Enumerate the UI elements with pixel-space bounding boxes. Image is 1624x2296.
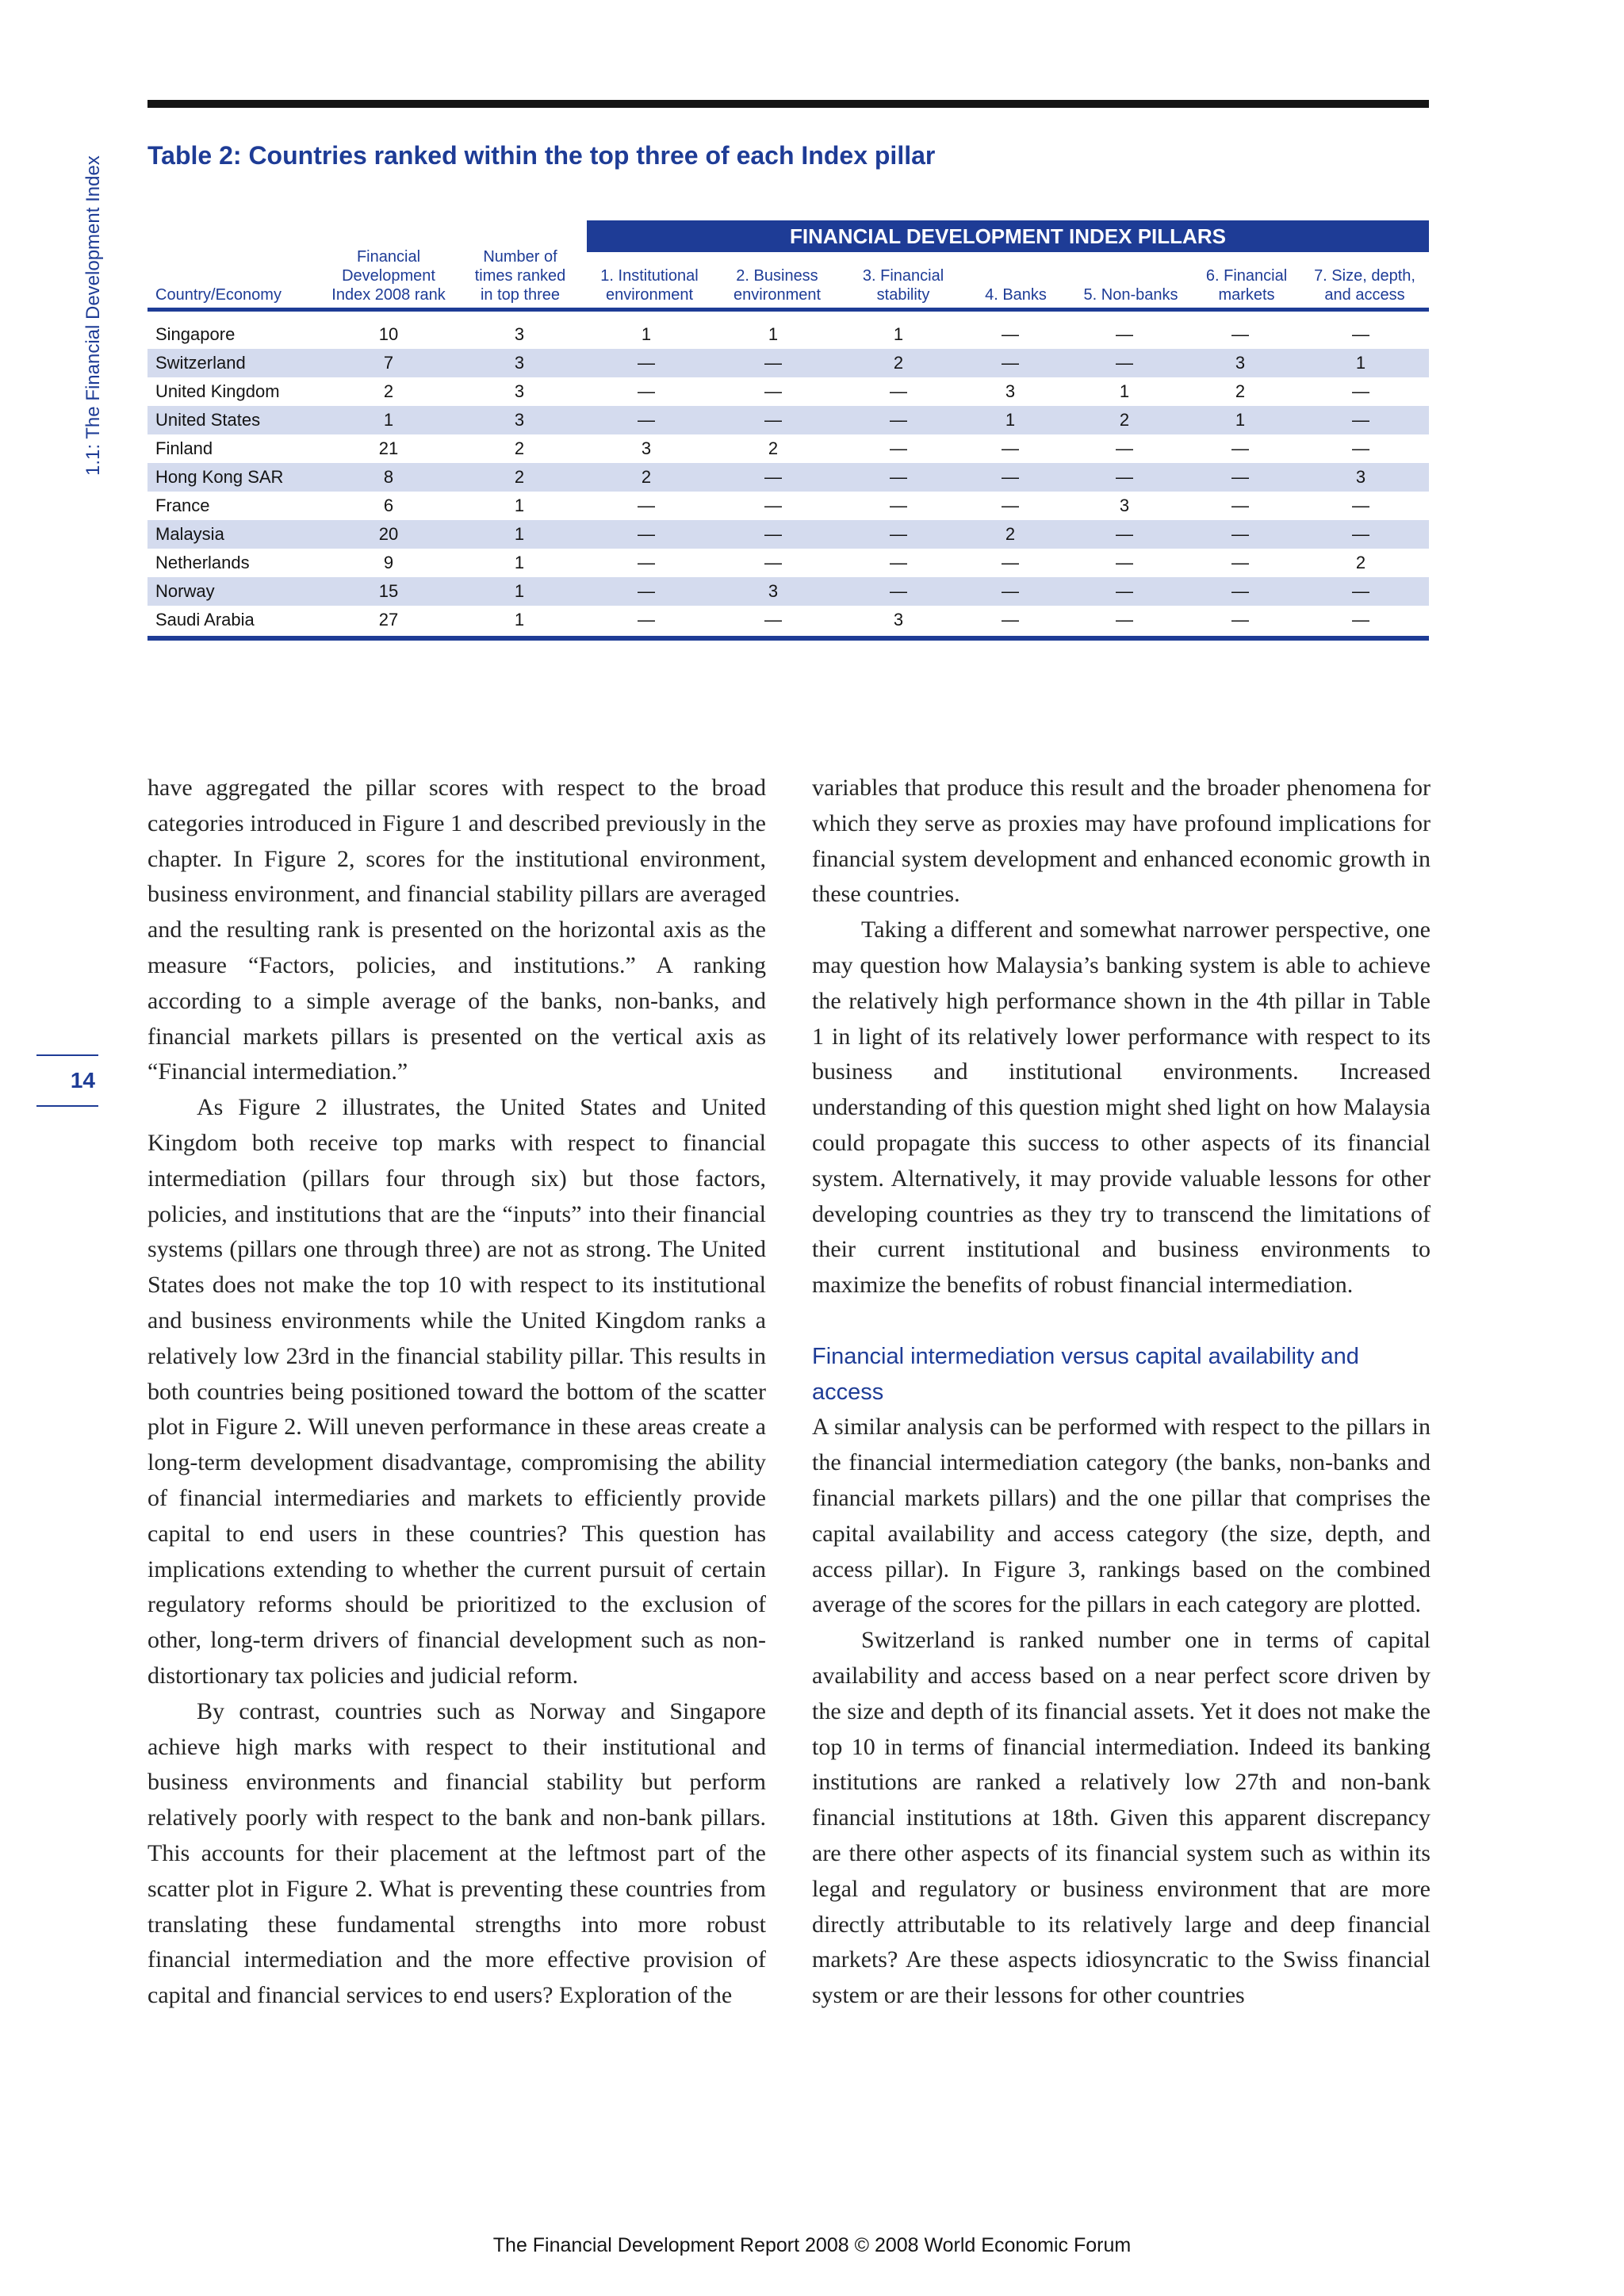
paragraph: A similar analysis can be performed with respect to the pillars in the financial intermediation category (the banks, non-banks and financial markets pillars) and the one pillar that comprises the capital availability and access category (the size, depth, and access pillar). In Figure 3, rankings based on the combined average of the scores for the pillars in each category are plotted.: [812, 1414, 1431, 1618]
table-cell: 7: [322, 349, 455, 377]
table-cell: 2: [584, 463, 709, 492]
table-cell: —: [1002, 438, 1019, 458]
table-cell: —: [638, 381, 655, 401]
table-cell: —: [764, 381, 782, 401]
header-times-top-three: [457, 247, 584, 304]
table-cell: —: [764, 553, 782, 572]
table-row: [147, 492, 1429, 520]
page-number: 14: [36, 1054, 98, 1107]
table-cell: 1: [455, 577, 584, 606]
table-cell: —: [709, 349, 837, 377]
table-cell: —: [1116, 553, 1133, 572]
header-line: environment: [733, 286, 822, 304]
table-cell: 2: [837, 349, 959, 377]
table-cell: —: [1061, 349, 1188, 377]
table-cell: —: [1002, 496, 1019, 515]
table-cell: —: [890, 496, 907, 515]
running-section-label: 1.1: The Financial Development Index: [82, 155, 104, 476]
table-cell: 1: [1188, 406, 1293, 434]
table-cell: 1: [322, 406, 455, 434]
table-cell: 2: [1061, 406, 1188, 434]
country-cell: Singapore: [155, 324, 236, 344]
header-line: 2. Business: [736, 267, 818, 285]
table-cell: 2: [959, 520, 1061, 549]
header-line: Number of: [483, 248, 557, 266]
table-cell: 6: [383, 496, 394, 515]
left-text-column: [147, 771, 766, 2014]
pillars-banner: FINANCIAL DEVELOPMENT INDEX PILLARS: [587, 220, 1429, 252]
table-cell: —: [1231, 610, 1249, 629]
table-cell: —: [638, 496, 655, 515]
table-cell: 1: [455, 520, 584, 549]
table-cell: 3: [641, 438, 652, 458]
table-cell: —: [1002, 324, 1019, 344]
table-cell: 3: [514, 324, 525, 344]
country-cell: Saudi Arabia: [155, 610, 255, 629]
table-cell: —: [1188, 520, 1293, 549]
header-line: markets: [1218, 286, 1275, 304]
paragraph: Switzerland is ranked number one in terms of capital availability and access based on a near perfect score driven by the size and depth of its financial assets. Yet it does not make the top 10 in terms of financial intermediation. Indeed its banking institutions are ranked a relatively low 27th and non-bank financial institutions at 18th. Given this apparent discrepancy are there other aspects of its financial system such as within its legal and regulatory or business environment that are more directly attributable to its relatively large and deep financial markets? Are these aspects idiosyncratic to the Swiss financial system or are their lessons for other countries: [812, 1627, 1431, 2009]
table-cell: —: [1188, 463, 1293, 492]
table-cell: 20: [322, 520, 455, 549]
table-row: [147, 434, 1429, 463]
table-cell: —: [1352, 324, 1369, 344]
table-title: Table 2: Countries ranked within the top three of each Index pillar: [147, 141, 936, 170]
table-cell: 3: [1119, 496, 1130, 515]
header-line: times ranked: [474, 267, 566, 285]
table-cell: —: [1061, 577, 1188, 606]
table-cell: 1: [768, 324, 779, 344]
header-fdi-rank: [322, 247, 455, 304]
table-cell: —: [890, 381, 907, 401]
table-cell: 1: [514, 553, 525, 572]
header-pillar-5: [1067, 285, 1194, 304]
table-cell: —: [1231, 553, 1249, 572]
header-pillar-1: [587, 266, 712, 304]
table-cell: 1: [1293, 349, 1429, 377]
table-cell: 3: [1005, 381, 1016, 401]
table-cell: 1: [514, 496, 525, 515]
table-row: [147, 349, 1429, 377]
table-row: [147, 549, 1429, 577]
table-cell: —: [1116, 324, 1133, 344]
table-cell: —: [959, 577, 1061, 606]
table-cell: —: [837, 406, 959, 434]
header-pillar-4: [966, 285, 1066, 304]
paragraph: As Figure 2 illustrates, the United States and United Kingdom both receive top marks with respect to financial intermediation (pillars four through six) but those factors, policies, and institutions that are the “inputs” into their financial systems (pillars one through three) are not as strong. The United States does not make the top 10 with respect to its institutional and business environments while the United Kingdom ranks a relatively low 23rd in the financial stability pillar. This results in both countries being positioned toward the bottom of the scatter plot in Figure 2. Will uneven performance in these areas create a long-term development disadvantage, compromising the ability of financial intermediaries and markets to efficiently provide capital to end users in these countries? This question has implications extending to whether the current pursuit of certain regulatory reforms should be prioritized to the exclusion of other, long-term drivers of financial development such as non-distortionary tax policies and judicial reform.: [147, 1094, 766, 1689]
table-cell: 1: [959, 406, 1061, 434]
table-cell: —: [584, 406, 709, 434]
header-country: [155, 285, 282, 304]
table-row: [147, 320, 1429, 349]
table-cell: —: [1231, 438, 1249, 458]
table-cell: —: [1352, 610, 1369, 629]
paragraph: variables that produce this result and the broader phenomena for which they serve as proxies may have profound implications for financial system development and enhanced economic growth in these countries.: [812, 775, 1431, 908]
table-cell: —: [764, 610, 782, 629]
right-text-column: [812, 771, 1431, 2014]
table-cell: 3: [1188, 349, 1293, 377]
table-cell: 2: [1235, 381, 1246, 401]
table-cell: 3: [709, 577, 837, 606]
header-line: 1. Institutional: [600, 267, 699, 285]
table-cell: 1: [893, 324, 904, 344]
table-cell: —: [1352, 496, 1369, 515]
table-cell: —: [837, 463, 959, 492]
table-cell: —: [890, 553, 907, 572]
table-cell: 2: [514, 438, 525, 458]
table-cell: —: [1061, 520, 1188, 549]
table-cell: 2: [1355, 553, 1366, 572]
paragraph: Taking a different and somewhat narrower perspective, one may question how Malaysia’s banking system is able to achieve the relatively high performance shown in the 4th pillar in Table 1 in light of its relatively lower performance with respect to its business and institutional environments. Increased understanding of this question might shed light on how Malaysia could propagate this success to other aspects of its financial system. Alternatively, it may provide valuable lessons for other developing countries as they try to transcend the limitations of their current institutional and business environments to maximize the benefits of robust financial intermediation.: [812, 916, 1431, 1299]
table-cell: —: [1352, 438, 1369, 458]
country-cell: Hong Kong SAR: [147, 463, 322, 492]
table-cell: —: [1352, 381, 1369, 401]
table-cell: 1: [514, 610, 525, 629]
header-rule: [147, 308, 1429, 312]
header-pillar-6: [1196, 266, 1297, 304]
table-cell: —: [959, 349, 1061, 377]
table-cell: —: [709, 520, 837, 549]
table-cell: —: [638, 553, 655, 572]
header-line: environment: [605, 286, 694, 304]
table-row: [147, 377, 1429, 406]
top-rule: [147, 100, 1429, 108]
table-cell: —: [1188, 577, 1293, 606]
table-cell: —: [1002, 610, 1019, 629]
table-cell: 2: [768, 438, 779, 458]
table-cell: —: [584, 349, 709, 377]
country-cell: United Kingdom: [155, 381, 280, 401]
table-cell: 8: [322, 463, 455, 492]
country-cell: France: [155, 496, 210, 515]
bottom-rule: [147, 636, 1429, 641]
table-cell: 1: [1119, 381, 1130, 401]
table-cell: 15: [322, 577, 455, 606]
table-cell: 3: [514, 381, 525, 401]
table-row: [147, 463, 1429, 492]
country-cell: Finland: [155, 438, 213, 458]
spacer: [812, 1303, 1431, 1339]
header-pillar-3: [842, 266, 964, 304]
table-cell: 3: [1293, 463, 1429, 492]
header-line: Development: [342, 267, 435, 285]
table-cell: 10: [378, 324, 399, 344]
header-line: and access: [1324, 286, 1405, 304]
table-row: [147, 406, 1429, 434]
table-row: [147, 520, 1429, 549]
table-cell: 3: [455, 406, 584, 434]
page-footer: The Financial Development Report 2008 © 2008 World Economic Forum: [492, 2234, 1132, 2256]
table-cell: 9: [383, 553, 394, 572]
country-cell: Switzerland: [147, 349, 322, 377]
section-heading: Financial intermediation versus capital availability and access: [812, 1343, 1359, 1405]
table-cell: —: [1293, 406, 1429, 434]
header-pillar-7: [1300, 266, 1429, 304]
table-cell: —: [837, 520, 959, 549]
table-cell: —: [890, 438, 907, 458]
country-cell: Netherlands: [155, 553, 250, 572]
header-country-text: Country/Economy: [155, 286, 282, 304]
country-cell: United States: [147, 406, 322, 434]
table-cell: 2: [455, 463, 584, 492]
header-line: Index 2008 rank: [331, 286, 446, 304]
country-cell: Malaysia: [147, 520, 322, 549]
country-cell: Norway: [147, 577, 322, 606]
table-body: [147, 320, 1429, 634]
table-cell: —: [764, 496, 782, 515]
table-cell: 21: [378, 438, 399, 458]
table-cell: —: [1116, 438, 1133, 458]
table-cell: —: [1293, 577, 1429, 606]
table-cell: —: [709, 463, 837, 492]
header-line: Financial: [356, 248, 421, 266]
header-line: 5. Non-banks: [1083, 286, 1178, 304]
header-line: 7. Size, depth,: [1314, 267, 1415, 285]
table-cell: 1: [641, 324, 652, 344]
table-row: [147, 606, 1429, 634]
table-cell: —: [1231, 496, 1249, 515]
header-pillar-2: [714, 266, 841, 304]
table-cell: 27: [378, 610, 399, 629]
table-cell: —: [1002, 553, 1019, 572]
table-cell: —: [1231, 324, 1249, 344]
rankings-table: [147, 320, 1429, 634]
table-cell: —: [584, 577, 709, 606]
header-line: stability: [876, 286, 930, 304]
table-cell: 2: [383, 381, 394, 401]
table-cell: —: [837, 577, 959, 606]
table-cell: —: [584, 520, 709, 549]
header-line: 4. Banks: [985, 286, 1047, 304]
paragraph: By contrast, countries such as Norway and Singapore achieve high marks with respect to their institutional and business environments and financial stability but perform relatively poorly with respect to the bank and non-bank pillars. This accounts for their placement at the leftmost part of the scatter plot in Figure 2. What is preventing these countries from translating these fundamental strengths into more robust financial intermediation and the more effective provision of capital and financial services to end users? Exploration of the: [147, 1697, 766, 2009]
table-cell: —: [709, 406, 837, 434]
table-row: [147, 577, 1429, 606]
header-line: 3. Financial: [862, 267, 944, 285]
table-cell: —: [1293, 520, 1429, 549]
paragraph: have aggregated the pillar scores with respect to the broad categories introduced in Figure 1 and described previously in the chapter. In Figure 2, scores for the institutional environment, business environment, and financial stability pillars are averaged and the resulting rank is presented on the horizontal axis as the measure “Factors, policies, and institutions.” A ranking according to a simple average of the banks, non-banks, and financial markets pillars is presented on the vertical axis as “Financial intermediation.”: [147, 775, 766, 1085]
table-cell: —: [1061, 463, 1188, 492]
table-cell: 3: [455, 349, 584, 377]
table-cell: —: [638, 610, 655, 629]
header-line: in top three: [480, 286, 561, 304]
header-line: 6. Financial: [1205, 267, 1288, 285]
table-cell: 3: [893, 610, 904, 629]
table-cell: —: [1116, 610, 1133, 629]
table-cell: —: [959, 463, 1061, 492]
